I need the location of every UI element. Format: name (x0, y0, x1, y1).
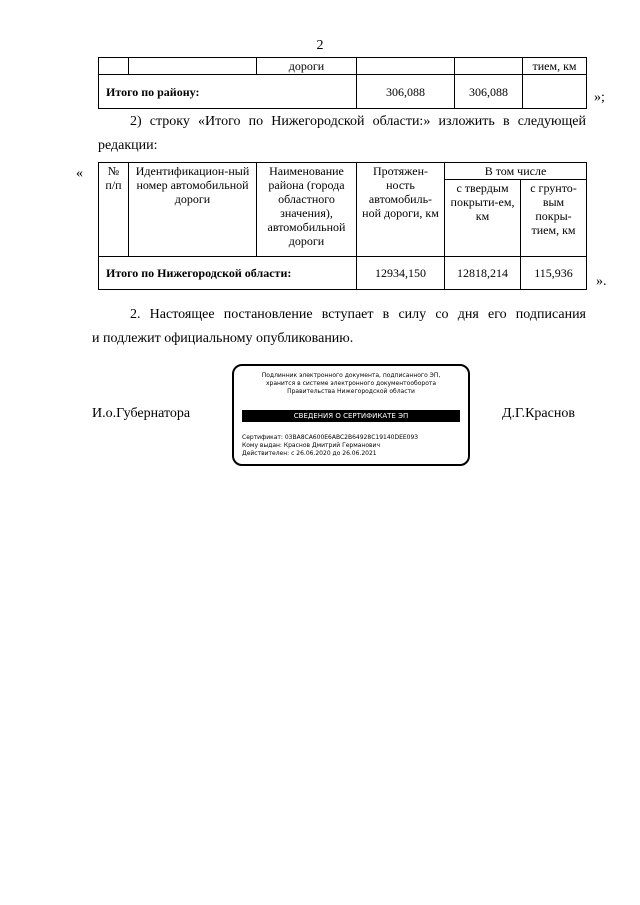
table-row (99, 257, 587, 290)
closing-quote-1: »; (594, 90, 605, 105)
table-cell: дороги (257, 58, 357, 75)
header-hard-surface: с твердым покрыти-ем, км (445, 180, 521, 257)
page-number: 2 (316, 38, 324, 53)
table-header-row (99, 163, 587, 180)
stamp-header-line: Правительства Нижегородской области (287, 388, 415, 395)
header-soil-surface: с грунто-вым покры-тием, км (521, 180, 587, 257)
table-row (99, 75, 587, 109)
region-total-length: 12934,150 (357, 257, 445, 290)
stamp-header-line: Подлинник электронного документа, подписанного ЭП, (261, 372, 441, 379)
region-total-hard: 12818,214 (445, 257, 521, 290)
table-cell (455, 58, 523, 75)
district-total-hard: 306,088 (455, 75, 523, 109)
stamp-validity: Действителен: с 26.06.2020 до 26.06.2021 (242, 450, 377, 457)
district-total-length: 306,088 (357, 75, 455, 109)
stamp-header-line: хранится в системе электронного документооборота (265, 380, 437, 387)
header-num: № п/п (99, 163, 129, 257)
region-total-soil: 115,936 (521, 257, 587, 290)
stamp-certificate: Сертификат: 03BA8CA600E6ABC2B64928C19140DEE093 (242, 434, 419, 441)
district-total-label: Итого по району: (99, 75, 357, 109)
paragraph-1-line-2: редакции: (98, 138, 158, 153)
table-region-total (98, 162, 587, 290)
stamp-header (240, 372, 462, 396)
table-cell (99, 58, 129, 75)
signer-position: И.о.Губернатора (92, 406, 191, 421)
paragraph-1-line-1: 2) строку «Итого по Нижегородской области:» изложить в следующей (130, 114, 586, 129)
header-including: В том числе (445, 163, 587, 180)
opening-quote: « (76, 166, 83, 181)
closing-quote-2: ». (596, 274, 607, 289)
stamp-title-bar: СВЕДЕНИЯ О СЕРТИФИКАТЕ ЭП (242, 410, 460, 422)
stamp-issued-to: Кому выдан: Краснов Дмитрий Германович (242, 442, 381, 449)
table-district-continuation (98, 57, 587, 109)
table-row (99, 58, 587, 75)
header-length: Протяжен-ность автомобиль-ной дороги, км (357, 163, 445, 257)
table-cell: тием, км (523, 58, 587, 75)
table-cell (357, 58, 455, 75)
header-name: Наименование района (города областного значения), автомобильной дороги (257, 163, 357, 257)
district-total-soil (523, 75, 587, 109)
electronic-signature-stamp (232, 364, 470, 466)
paragraph-2-line-1: 2. Настоящее постановление вступает в силу со дня его подписания (130, 307, 586, 322)
stamp-details (242, 434, 418, 458)
paragraph-2-line-2: и подлежит официальному опубликованию. (92, 331, 354, 346)
table-cell (129, 58, 257, 75)
signer-name: Д.Г.Краснов (502, 406, 575, 421)
header-id: Идентификацион-ный номер автомобильной дороги (129, 163, 257, 257)
region-total-label: Итого по Нижегородской области: (99, 257, 357, 290)
